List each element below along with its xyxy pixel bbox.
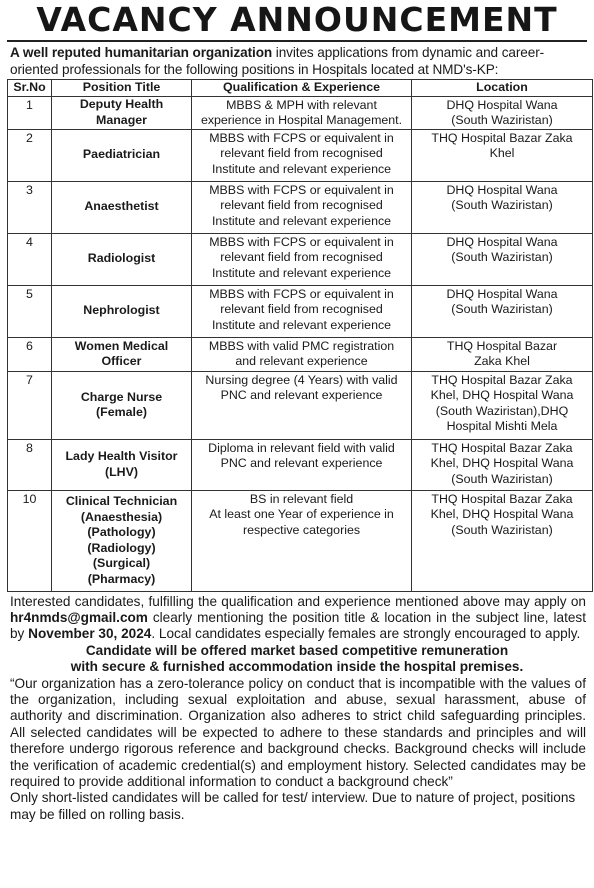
cell-location-line: Khel, DHQ Hospital Wana [430,507,574,521]
cell-qualification [192,181,412,233]
page-title: VACANCY ANNOUNCEMENT [7,0,587,42]
cell-position-title-line: (Female) [96,405,147,419]
cell-qualification [192,490,412,591]
cell-qualification-line: MBBS with FCPS or equivalent in [209,130,394,145]
cell-location [412,285,593,337]
cell-position-title-line: (Radiology) [87,540,156,555]
apply-email: hr4nmds@gmail.com [10,609,148,625]
table-row [8,337,593,371]
table-row [8,233,593,285]
cell-position-title [52,490,192,591]
cell-position-title [52,129,192,181]
cell-position-title-line: Nephrologist [83,303,160,318]
remuneration-line-2: with secure & furnished accommodation inside the hospital premises. [70,659,524,675]
cell-location-line: DHQ Hospital Wana [446,182,558,197]
cell-qualification-line: Nursing degree (4 Years) with valid [205,372,398,387]
cell-position-title-line: Deputy Health [79,97,164,111]
remuneration-line-1: Candidate will be offered market based competitive remuneration [85,642,509,658]
intro-paragraph [10,44,586,78]
cell-position-title-line: Anaesthetist [84,199,159,214]
cell-qualification-line: PNC and relevant experience [220,456,383,470]
apply-text-1: Interested candidates, fulfilling the qualification and experience mentioned above may apply on [10,593,586,609]
cell-qualification [192,439,412,490]
table-row [8,96,593,129]
cell-location-line: (South Waziristan) [451,302,553,316]
cell-sr-no: 8 [8,439,52,490]
cell-position-title [52,285,192,337]
cell-qualification [192,233,412,285]
apply-text-3: . Local candidates especially females are strongly encouraged to apply. [151,626,581,642]
cell-location [412,181,593,233]
cell-qualification [192,337,412,371]
table-row [8,490,593,591]
cell-location-line: (South Waziristan) [451,198,553,212]
header-qualification: Qualification & Experience [192,80,412,97]
cell-location [412,439,593,490]
cell-qualification-line: Institute and relevant experience [211,213,392,228]
cell-position-title-line: Clinical Technician [65,494,178,508]
cell-sr-no: 5 [8,285,52,337]
closing-note: Only short-listed candidates will be called for test/ interview. Due to nature of project, positions may be filled on rolling basis. [10,790,576,822]
cell-position-title-line: Lady Health Visitor [65,449,178,463]
cell-position-title-line: (Pharmacy) [87,571,156,586]
cell-qualification [192,129,412,181]
cell-qualification-line: relevant field from recognised [220,198,383,212]
cell-sr-no: 10 [8,490,52,591]
cell-position-title-line: (LHV) [104,464,139,479]
cell-position-title-line: (Pathology) [87,525,156,539]
cell-location-line: Hospital Mishti Mela [446,419,558,433]
cell-qualification-line: MBBS with FCPS or equivalent in [209,286,394,301]
cell-position-title-line: Paediatrician [82,147,161,162]
cell-location [412,371,593,439]
cell-location-line: Khel, DHQ Hospital Wana [430,388,574,402]
cell-location-line: (South Waziristan) [451,522,553,537]
cell-position-title-line: Women Medical [74,338,169,353]
table-row [8,439,593,490]
cell-sr-no: 7 [8,371,52,439]
table-row [8,181,593,233]
cell-sr-no: 6 [8,337,52,371]
cell-qualification-line: respective categories [242,522,361,537]
cell-sr-no: 1 [8,96,52,129]
vacancy-table [7,79,593,592]
cell-location-line: DHQ Hospital Wana [446,286,558,301]
cell-position-title-line: (Anaesthesia) [80,509,163,524]
apply-text-2: clearly mentioning the position title & location in the subject line, latest by [10,609,586,642]
cell-location [412,337,593,371]
cell-sr-no: 3 [8,181,52,233]
cell-qualification-line: MBBS with FCPS or equivalent in [209,234,394,249]
cell-location-line: Khel [489,146,515,160]
intro-organization: A well reputed humanitarian organization [10,45,273,60]
cell-position-title-line: Radiologist [87,251,156,266]
cell-position-title-line: Manager [96,112,147,127]
cell-qualification-line: MBBS with FCPS or equivalent in [209,182,394,197]
application-instructions [10,594,586,643]
cell-location-line: DHQ Hospital Wana [446,97,558,112]
cell-qualification-line: MBBS & MPH with relevant [226,97,377,112]
cell-position-title [52,337,192,371]
cell-position-title [52,233,192,285]
intro-text: invites applications from dynamic and career-oriented professionals for the following positions in Hospitals located at NMD's-KP: [10,45,545,77]
cell-location-line: DHQ Hospital Wana [446,234,558,249]
header-sr-no: Sr.No [8,80,52,97]
cell-qualification-line: MBBS with valid PMC registration [208,338,395,353]
cell-location [412,490,593,591]
cell-location-line: THQ Hospital Bazar Zaka [431,491,573,506]
cell-position-title [52,439,192,490]
cell-location-line: THQ Hospital Bazar Zaka [431,372,573,387]
cell-qualification-line: Diploma in relevant field with valid [208,440,395,455]
cell-qualification-line: relevant field from recognised [220,250,383,264]
table-header-row [8,80,593,97]
cell-qualification-line: At least one Year of experience in [209,507,394,521]
cell-position-title [52,371,192,439]
cell-qualification [192,285,412,337]
cell-position-title [52,181,192,233]
table-row [8,129,593,181]
cell-qualification-line: Institute and relevant experience [211,265,392,280]
cell-qualification-line: experience in Hospital Management. [200,113,403,127]
cell-qualification-line: PNC and relevant experience [220,388,383,402]
cell-location [412,96,593,129]
cell-sr-no: 4 [8,233,52,285]
cell-location-line: THQ Hospital Bazar Zaka [431,440,573,455]
cell-location-line: Khel, DHQ Hospital Wana [430,456,574,470]
header-location: Location [412,80,593,97]
cell-qualification-line: Institute and relevant experience [211,161,392,176]
apply-deadline: November 30, 2024 [28,626,152,642]
cell-sr-no: 2 [8,129,52,181]
cell-location-line: (South Waziristan) [451,250,553,264]
header-position-title: Position Title [52,80,192,97]
cell-position-title [52,96,192,129]
table-row [8,285,593,337]
cell-qualification [192,371,412,439]
cell-position-title-line: (Surgical) [92,556,151,570]
table-body [8,96,593,591]
cell-position-title-line: Officer [101,354,142,368]
cell-location-line: THQ Hospital Bazar [446,338,558,353]
cell-location-line: THQ Hospital Bazar Zaka [431,130,573,145]
cell-location-line: (South Waziristan) [451,113,553,127]
table-row [8,371,593,439]
cell-location [412,129,593,181]
cell-qualification-line: relevant field from recognised [220,302,383,316]
cell-location-line: (South Waziristan) [451,471,553,486]
cell-location-line: (South Waziristan),DHQ [435,403,569,418]
conduct-policy: “Our organization has a zero-tolerance policy on conduct that is incompatible with the values of the organization, including sexual exploitation and abuse, sexual harassment, abuse of authority and discrimination. Organization also adheres to strict child safeguarding principles. All selected candidates will be expected to adhere to these standards and principles and will therefore undergo rigorous reference and background checks. Background checks will include the verification of academic credential(s) and employment history. Selected candidates may be required to provide additional information to conduct a background check” [10,675,586,789]
cell-qualification-line: relevant field from recognised [220,146,383,160]
cell-qualification [192,96,412,129]
cell-position-title-line: Charge Nurse [80,389,163,404]
cell-qualification-line: and relevant experience [235,354,368,368]
cell-location [412,233,593,285]
remuneration-notice [8,643,586,676]
cell-qualification-line: BS in relevant field [249,491,354,506]
cell-location-line: Zaka Khel [474,354,530,368]
cell-qualification-line: Institute and relevant experience [211,317,392,332]
